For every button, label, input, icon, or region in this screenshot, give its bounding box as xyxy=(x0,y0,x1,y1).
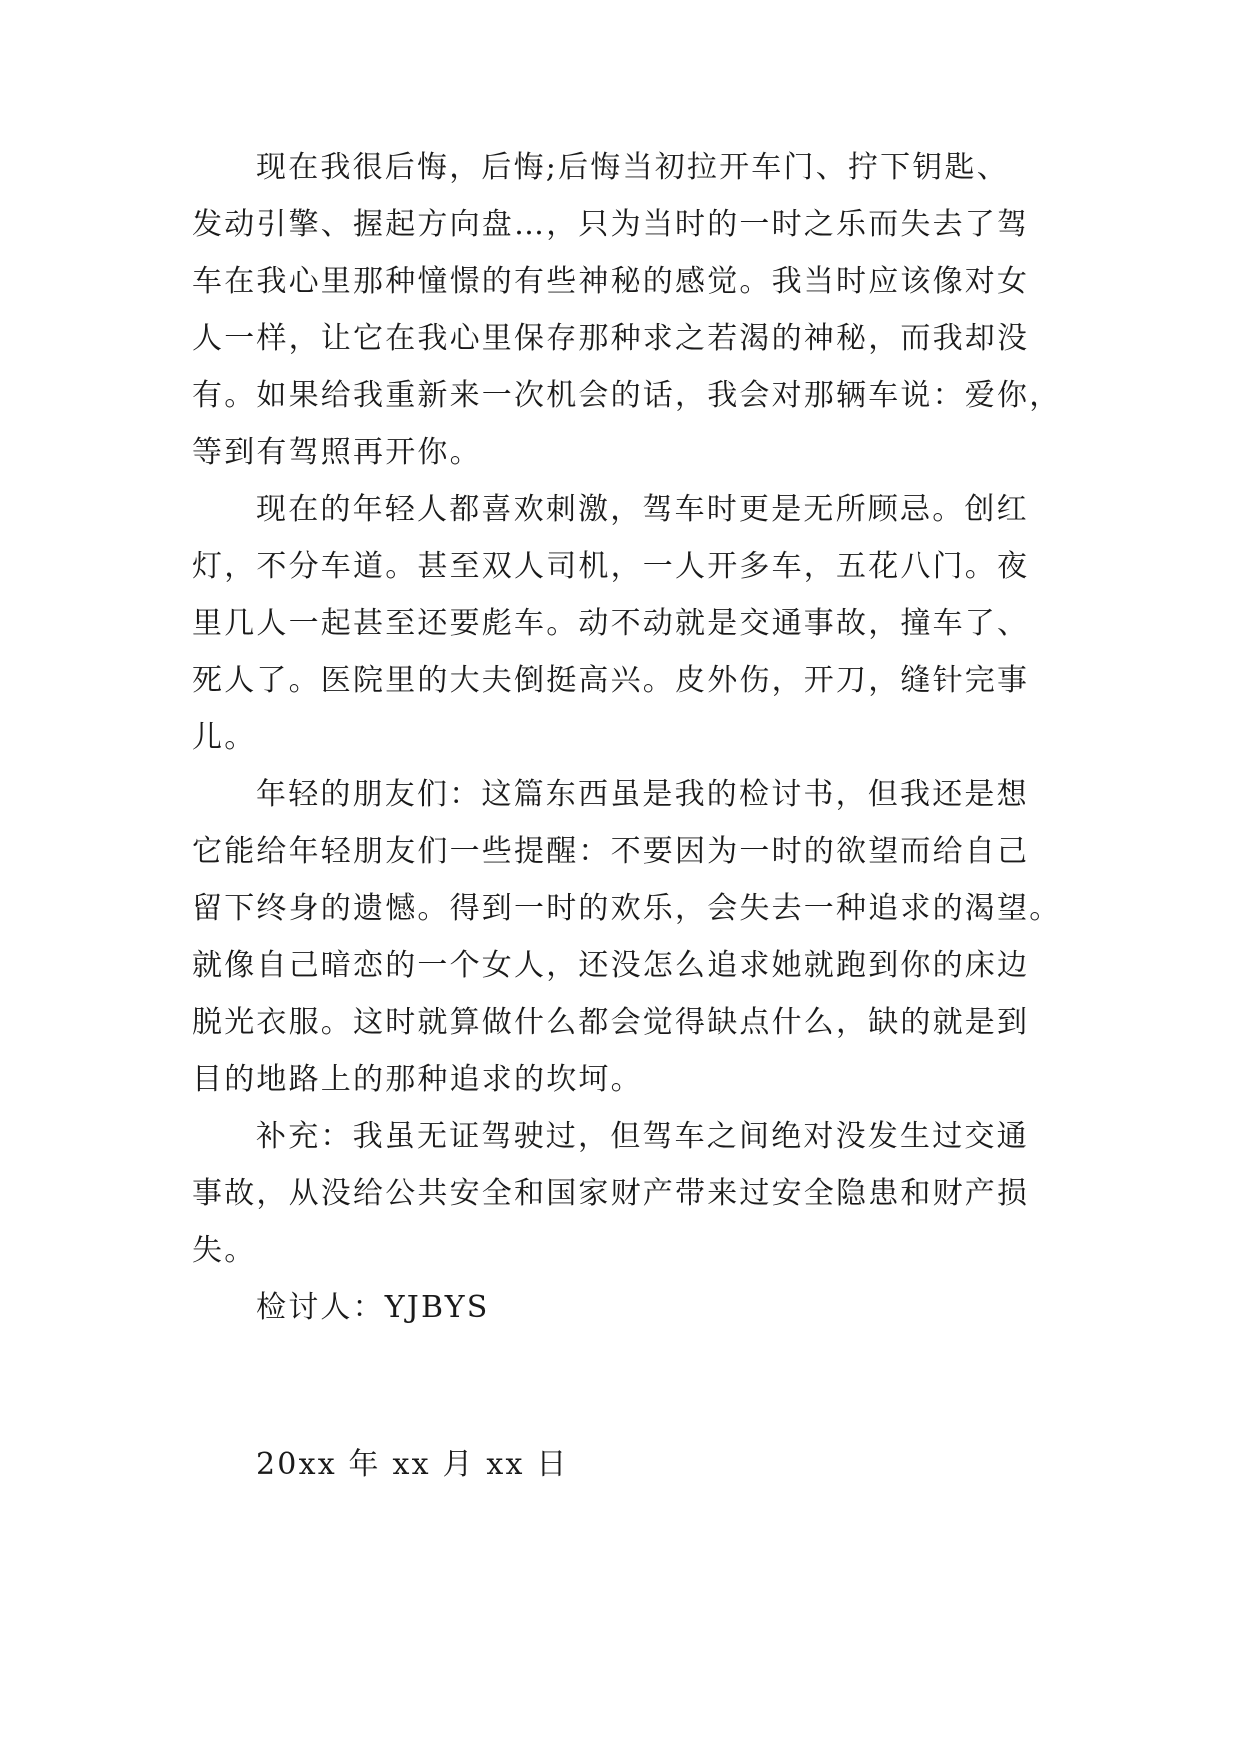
signature-line: 检讨人：YJBYS xyxy=(256,1290,490,1325)
paragraph-3-line-1: 年轻的朋友们：这篇东西虽是我的检讨书，但我还是想 xyxy=(256,777,1029,812)
paragraph-2-line-3: 里几人一起甚至还要彪车。动不动就是交通事故，撞车了、 xyxy=(192,606,1030,641)
paragraph-1-line-4: 人一样，让它在我心里保存那种求之若渴的神秘，而我却没 xyxy=(192,321,1030,356)
paragraph-2-line-4: 死人了。医院里的大夫倒挺高兴。皮外伤，开刀，缝针完事 xyxy=(192,663,1030,698)
paragraph-1-line-3: 车在我心里那种憧憬的有些神秘的感觉。我当时应该像对女 xyxy=(192,264,1030,299)
paragraph-3-line-6: 目的地路上的那种追求的坎坷。 xyxy=(192,1062,643,1097)
paragraph-1-line-1: 现在我很后悔，后悔;后悔当初拉开车门、拧下钥匙、 xyxy=(256,150,1009,185)
paragraph-3-line-3: 留下终身的遗憾。得到一时的欢乐，会失去一种追求的渴望。 xyxy=(192,891,1062,926)
paragraph-4-line-2: 事故，从没给公共安全和国家财产带来过安全隐患和财产损 xyxy=(192,1176,1030,1211)
paragraph-1-line-5: 有。如果给我重新来一次机会的话，我会对那辆车说：爱你， xyxy=(192,378,1062,413)
paragraph-2-line-1: 现在的年轻人都喜欢刺激，驾车时更是无所顾忌。创红 xyxy=(256,492,1029,527)
paragraph-3-line-4: 就像自己暗恋的一个女人，还没怎么追求她就跑到你的床边 xyxy=(192,948,1030,983)
paragraph-3-line-2: 它能给年轻朋友们一些提醒：不要因为一时的欲望而给自己 xyxy=(192,834,1030,869)
paragraph-4-line-3: 失。 xyxy=(192,1233,257,1268)
paragraph-2-line-2: 灯，不分车道。甚至双人司机，一人开多车，五花八门。夜 xyxy=(192,549,1030,584)
paragraph-1-line-2: 发动引擎、握起方向盘…，只为当时的一时之乐而失去了驾 xyxy=(192,207,1030,242)
paragraph-3-line-5: 脱光衣服。这时就算做什么都会觉得缺点什么，缺的就是到 xyxy=(192,1005,1030,1040)
paragraph-2-line-5: 儿。 xyxy=(192,720,257,755)
date-line: 20xx 年 xx 月 xx 日 xyxy=(256,1447,569,1482)
paragraph-4-line-1: 补充：我虽无证驾驶过，但驾车之间绝对没发生过交通 xyxy=(256,1119,1029,1154)
paragraph-1-line-6: 等到有驾照再开你。 xyxy=(192,435,482,470)
